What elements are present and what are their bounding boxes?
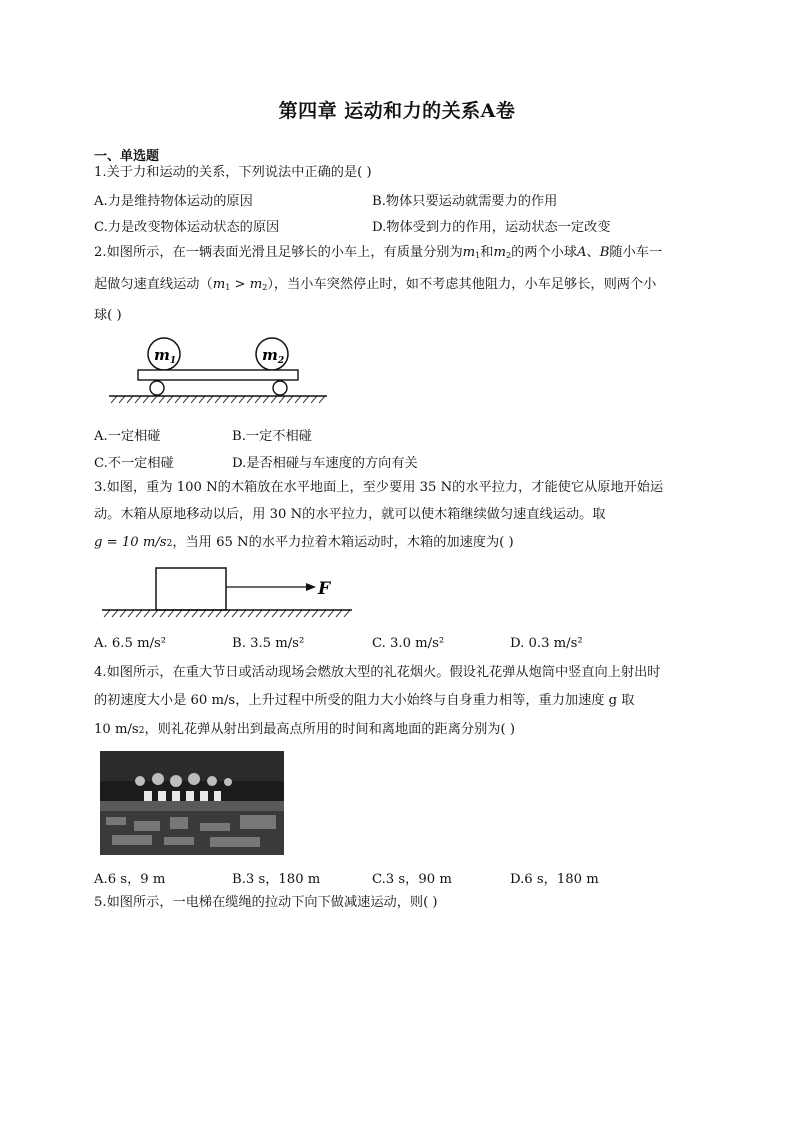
- q3-option-c: C. 3.0 m/s²: [372, 636, 445, 651]
- wooden-box: [156, 568, 226, 610]
- q3-option-d: D. 0.3 m/s²: [510, 636, 583, 651]
- q4-stem-line2: 的初速度大小是 60 m/s，上升过程中所受的阻力大小始终与自身重力相等，重力加速度 g 取: [94, 693, 635, 708]
- q1-option-d: D.物体受到力的作用，运动状态一定改变: [372, 220, 611, 235]
- cart-body: [138, 370, 298, 380]
- q2-stem-line1: 2.如图所示，在一辆表面光滑且足够长的小车上，有质量分别为$m_1$和$m_2$的两个小球A、B随小车一: [94, 245, 663, 260]
- force-arrow-head: [306, 583, 316, 591]
- fireworks-image: [100, 751, 284, 855]
- cart-wheel-left: [150, 381, 164, 395]
- q4-option-c: C.3 s，90 m: [372, 872, 452, 887]
- q1-stem: 1.关于力和运动的关系，下列说法中正确的是( ): [94, 165, 372, 180]
- q4-option-b: B.3 s，180 m: [232, 872, 321, 887]
- q4-stem-line1: 4.如图所示，在重大节日或活动现场会燃放大型的礼花烟火。假设礼花弹从炮筒中竖直向上射出时: [94, 665, 661, 680]
- page-title: 第四章 运动和力的关系A卷: [278, 100, 516, 122]
- force-label: F: [318, 579, 331, 599]
- q4-option-a: A.6 s，9 m: [94, 872, 166, 887]
- q3-option-a: A. 6.5 m/s²: [94, 636, 167, 651]
- ball-m2-label: $m_2$: [262, 346, 285, 366]
- q4-stem-line3: 10 m/s2，则礼花弹从射出到最高点所用的时间和离地面的距离分别为( ): [94, 722, 515, 737]
- q3-stem-line2: 动。木箱从原地移动以后，用 30 N的水平拉力，就可以使木箱继续做匀速直线运动。取: [94, 507, 606, 522]
- q2-option-a: A.一定相碰: [94, 429, 161, 444]
- q2-option-b: B.一定不相碰: [232, 429, 312, 444]
- q4-option-d: D.6 s，180 m: [510, 872, 599, 887]
- section-heading: 一、单选题: [94, 149, 160, 164]
- ball-m1-label: $m_1$: [154, 346, 177, 366]
- q2-stem-line2: 起做匀速直线运动$(m_1 > m_2)$，当小车突然停止时，如不考虑其他阻力，小车足够长，则两个小: [94, 277, 657, 292]
- q3-stem-line3: g = 10 m/s2，当用 65 N的水平力拉着木箱运动时，木箱的加速度为( ): [94, 535, 514, 550]
- cart-wheel-right: [273, 381, 287, 395]
- q3-stem-line1: 3.如图，重为 100 N的木箱放在水平地面上，至少要用 35 N的水平拉力，才能使它从原地开始运: [94, 480, 664, 495]
- cart-with-balls-figure: [105, 336, 330, 408]
- q2-option-d: D.是否相碰与车速度的方向有关: [232, 456, 418, 471]
- ground-hatching: [111, 396, 325, 403]
- q1-option-a: A.力是维持物体运动的原因: [94, 194, 253, 209]
- fireworks-photo: [100, 751, 284, 855]
- q1-option-c: C.力是改变物体运动状态的原因: [94, 220, 280, 235]
- box-force-figure: [100, 564, 355, 622]
- q1-option-b: B.物体只要运动就需要力的作用: [372, 194, 558, 209]
- q3-option-b: B. 3.5 m/s²: [232, 636, 305, 651]
- q2-stem-line3: 球( ): [94, 308, 122, 323]
- q5-stem-line1: 5.如图所示，一电梯在缆绳的拉动下向下做减速运动，则( ): [94, 895, 438, 910]
- q2-option-c: C.不一定相碰: [94, 456, 174, 471]
- ground-hatching: [104, 610, 350, 617]
